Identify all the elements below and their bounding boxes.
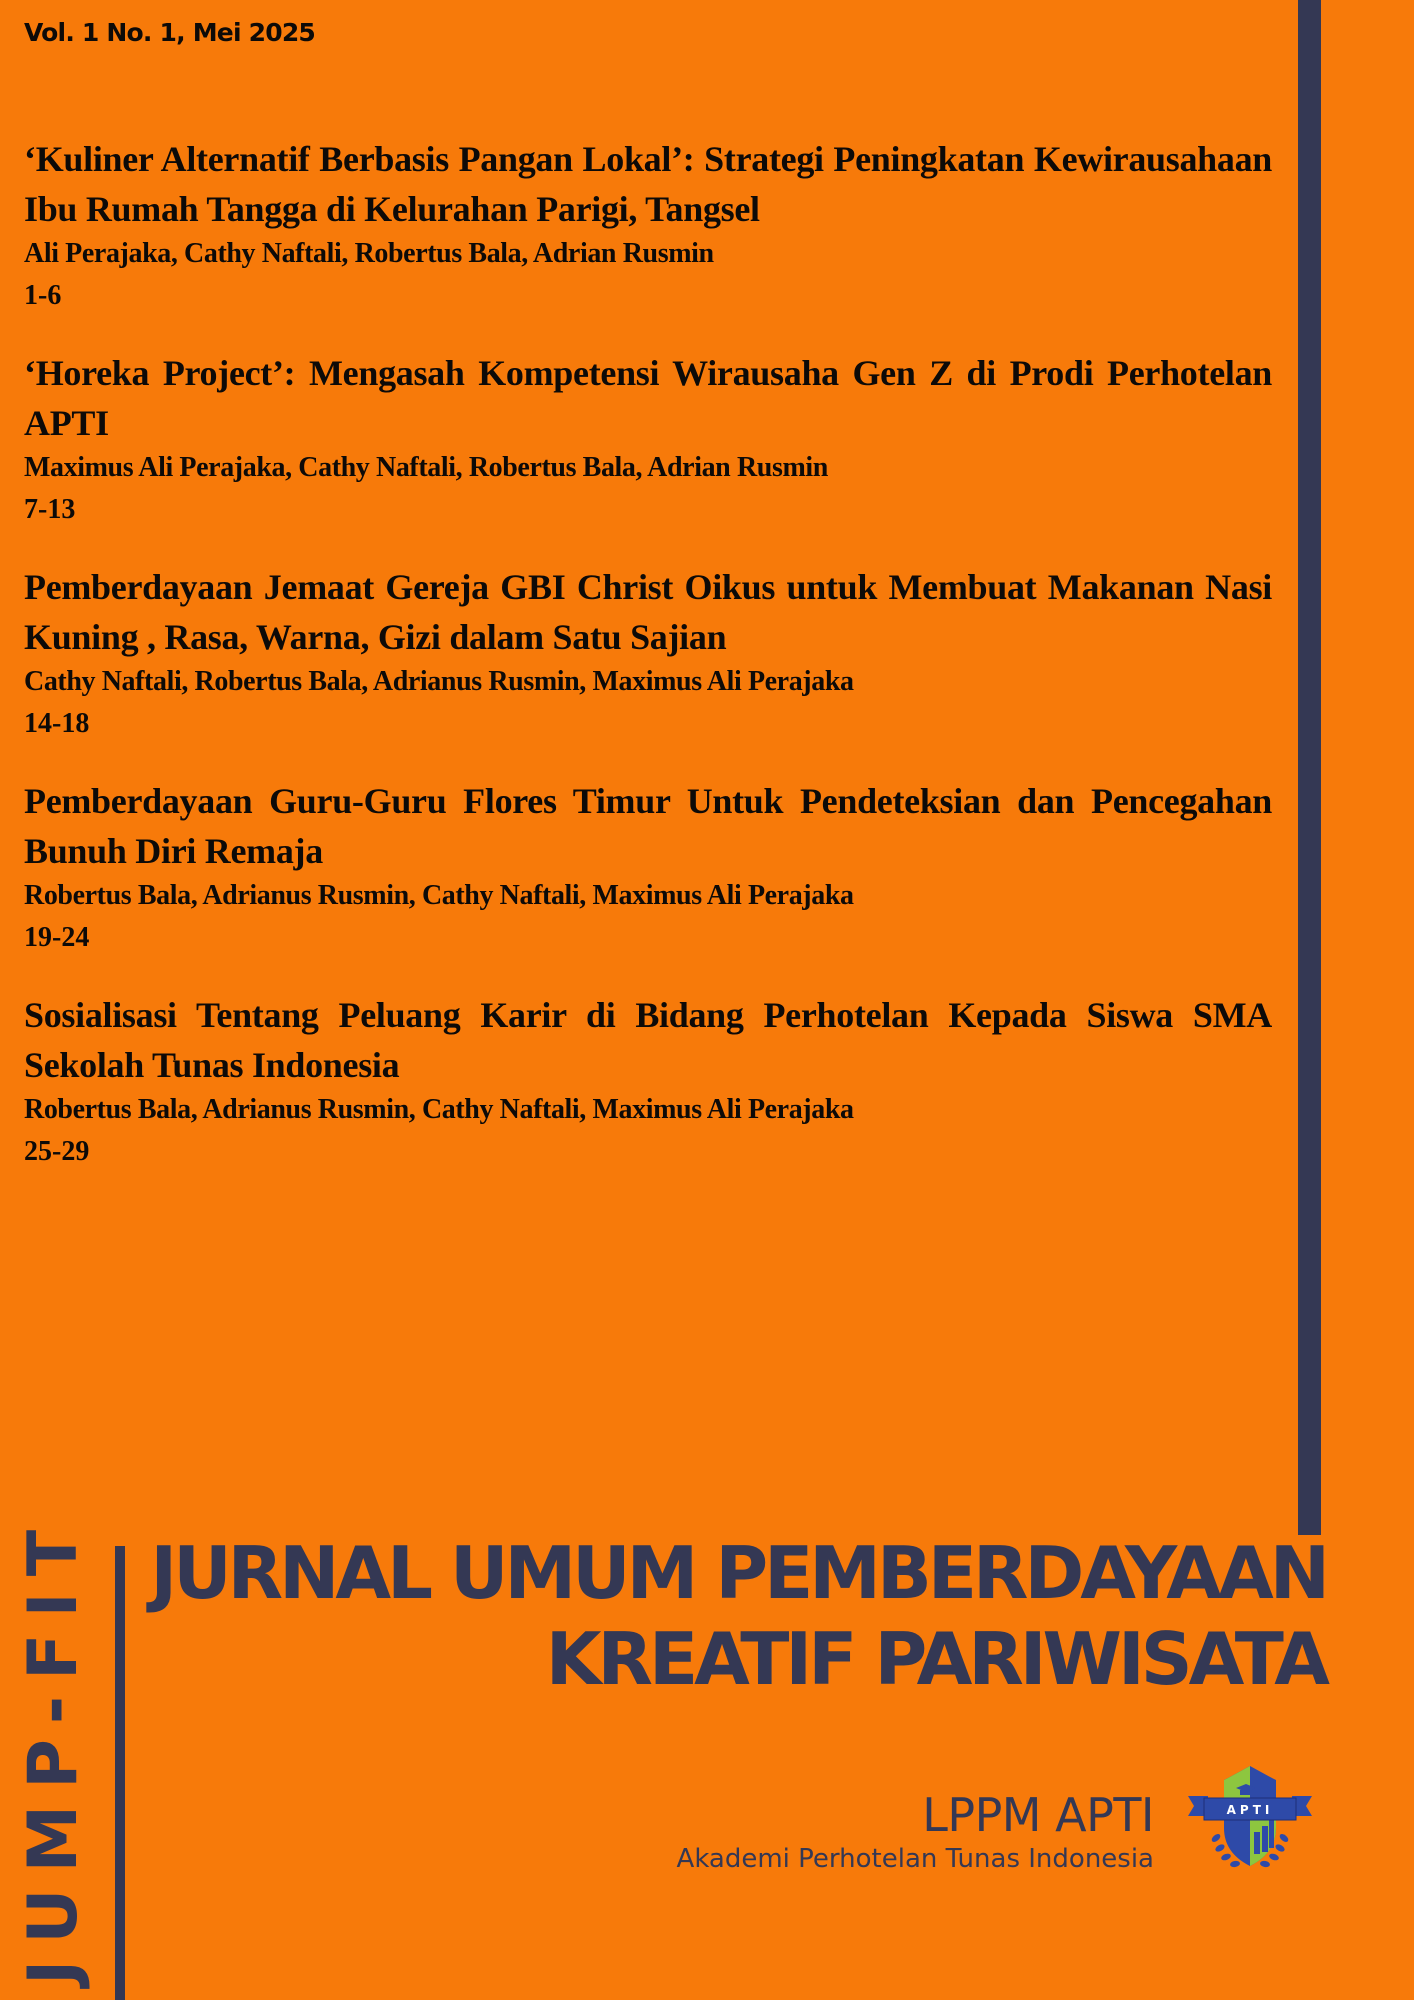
journal-title-line-1: JURNAL UMUM PEMBERDAYAAN (150, 1531, 1326, 1615)
article-pages: 1-6 (24, 280, 62, 311)
article-pages: 7-13 (24, 494, 76, 525)
article-title: Pemberdayaan Guru-Guru Flores Timur Untuk Pendeteksian dan Pencegahan Bunuh Diri Remaja (24, 781, 1272, 871)
apti-crest-icon (1180, 1758, 1320, 1878)
decorative-left-bar (115, 1546, 125, 2000)
logo-text: APTI (1226, 1803, 1274, 1817)
publisher-name: LPPM APTI (922, 1788, 1154, 1842)
toc-entry (24, 776, 1272, 960)
toc-entry (24, 134, 1272, 318)
toc-entry (24, 348, 1272, 532)
article-title: ‘Kuliner Alternatif Berbasis Pangan Lokal’: Strategi Peningkatan Kewirausahaan Ibu Rumah Tangga di Kelurahan Parigi, Tangsel (24, 139, 1272, 229)
publisher-block (677, 1788, 1154, 1876)
article-title: Pemberdayaan Jemaat Gereja GBI Christ Oikus untuk Membuat Makanan Nasi Kuning , Rasa, Warna, Gizi dalam Satu Sajian (24, 567, 1272, 657)
journal-title (150, 1530, 1326, 1702)
article-title: Sosialisasi Tentang Peluang Karir di Bidang Perhotelan Kepada Siswa SMA Sekolah Tunas Indonesia (24, 995, 1272, 1085)
journal-acronym: JUMP-FIT (14, 1513, 93, 1985)
article-title: ‘Horeka Project’: Mengasah Kompetensi Wirausaha Gen Z di Prodi Perhotelan APTI (24, 353, 1272, 443)
toc-entry (24, 562, 1272, 746)
institution-name: Akademi Perhotelan Tunas Indonesia (676, 1844, 1154, 1874)
article-authors: Robertus Bala, Adrianus Rusmin, Cathy Naftali, Maximus Ali Perajaka (24, 880, 854, 911)
article-authors: Ali Perajaka, Cathy Naftali, Robertus Bala, Adrian Rusmin (24, 238, 714, 269)
toc-entry (24, 990, 1272, 1174)
volume-issue-label: Vol. 1 No. 1, Mei 2025 (24, 18, 316, 47)
article-authors: Cathy Naftali, Robertus Bala, Adrianus Rusmin, Maximus Ali Perajaka (24, 666, 854, 697)
decorative-right-bar (1298, 0, 1321, 1535)
table-of-contents (24, 134, 1272, 1204)
article-pages: 25-29 (24, 1136, 90, 1167)
article-authors: Robertus Bala, Adrianus Rusmin, Cathy Naftali, Maximus Ali Perajaka (24, 1094, 854, 1125)
article-authors: Maximus Ali Perajaka, Cathy Naftali, Robertus Bala, Adrian Rusmin (24, 452, 828, 483)
article-pages: 19-24 (24, 922, 90, 953)
journal-title-line-2: KREATIF PARIWISATA (545, 1617, 1326, 1701)
article-pages: 14-18 (24, 708, 90, 739)
